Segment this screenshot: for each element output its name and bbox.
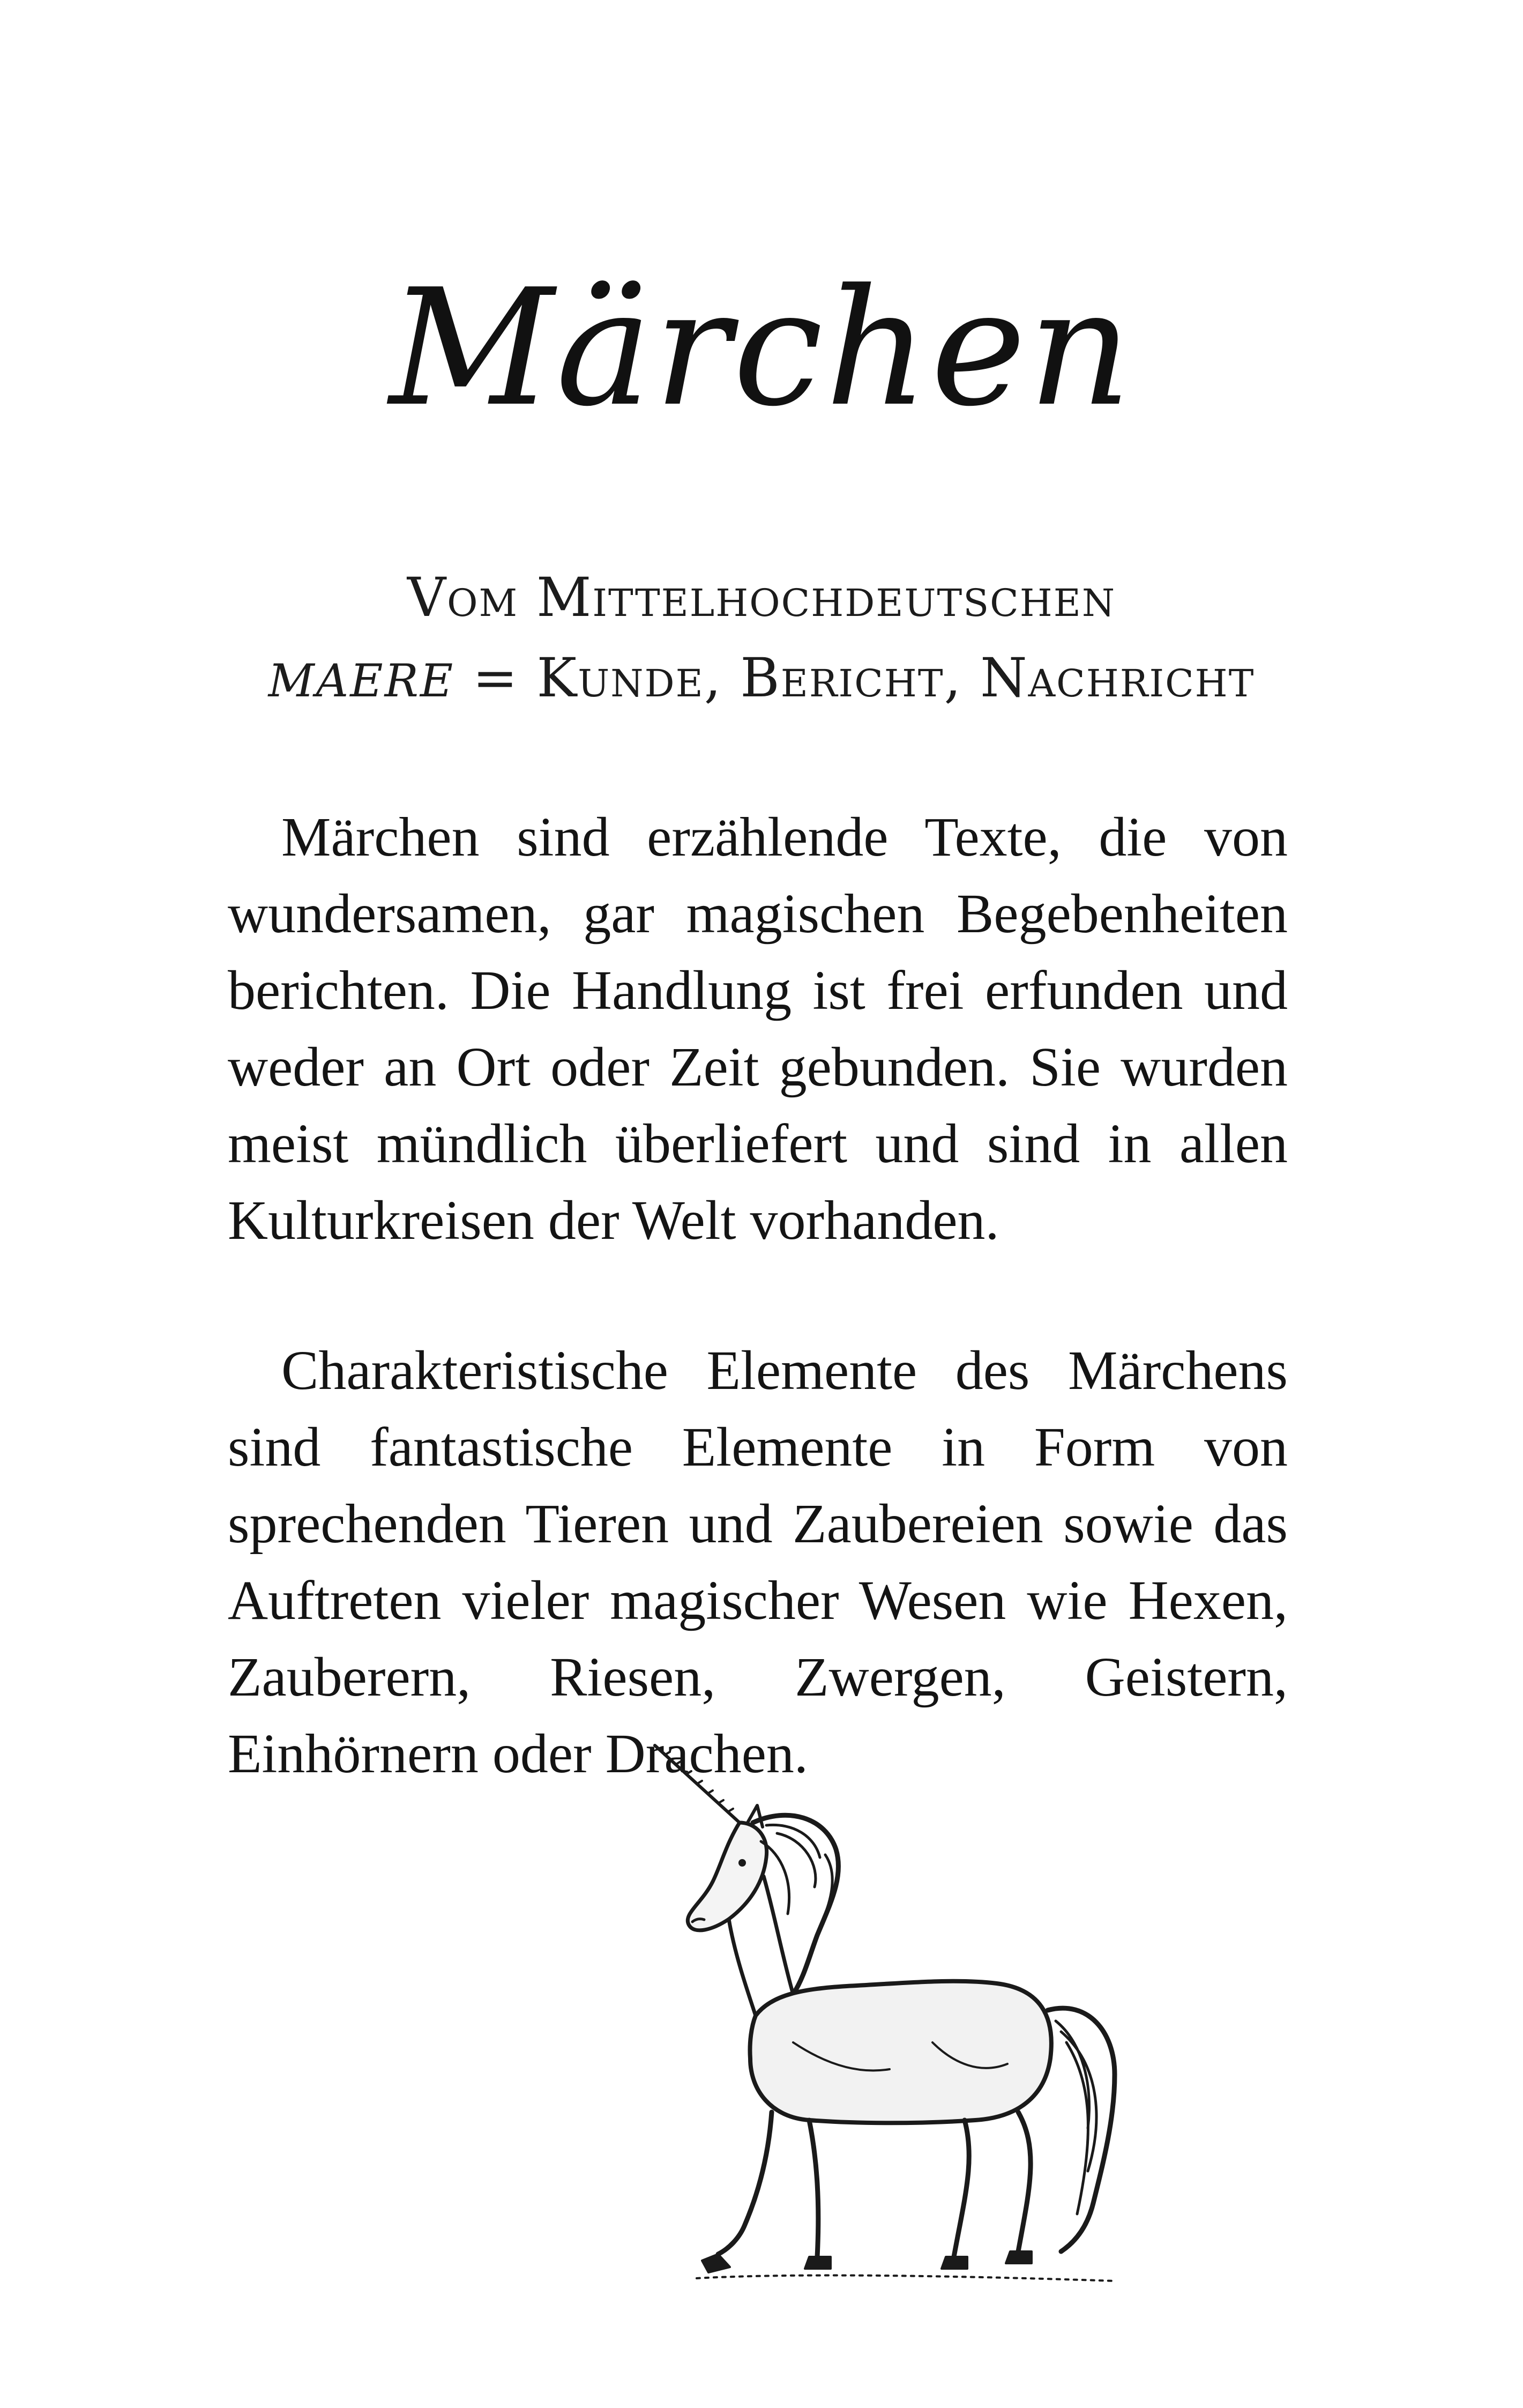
page-title: Märchen [389, 255, 1134, 442]
unicorn-illustration [632, 1742, 1179, 2300]
hind-leg-left [954, 2120, 969, 2257]
body [750, 1981, 1051, 2123]
front-leg-left [718, 2112, 772, 2254]
ground-shadow [697, 2276, 1115, 2281]
head [688, 1823, 766, 1930]
etymology-line-2 [0, 638, 1523, 721]
paragraph-definition: Märchen sind erzählende Texte, die von wundersamen, gar magischen Begebenheiten berichten. Die Handlung ist frei erfunden und weder an Ort oder Zeit gebunden. Sie wurden meist mündlich überliefert und sind in allen Kulturkreisen der Welt vorhanden. [228, 806, 1288, 1251]
etymology-line-1: Vom Mittelhochdeutschen [407, 566, 1116, 629]
hind-leg-right [1018, 2112, 1031, 2251]
etymology-term: MAERE [268, 655, 455, 707]
tail [1048, 2008, 1115, 2251]
paragraph-characteristics: Charakteristische Elemente des Märchens sind fantastische Elemente in Form von sprechenden Tieren und Zaubereien sowie das Auftreten vieler magischer Wesen wie Hexen, Zauberern, Riesen, Zwergen, Geistern, Einhörnern oder Drachen. [228, 1340, 1288, 1785]
front-leg-right [809, 2120, 818, 2257]
etymology-meaning: = Kunde, Bericht, Nachricht [454, 646, 1255, 709]
